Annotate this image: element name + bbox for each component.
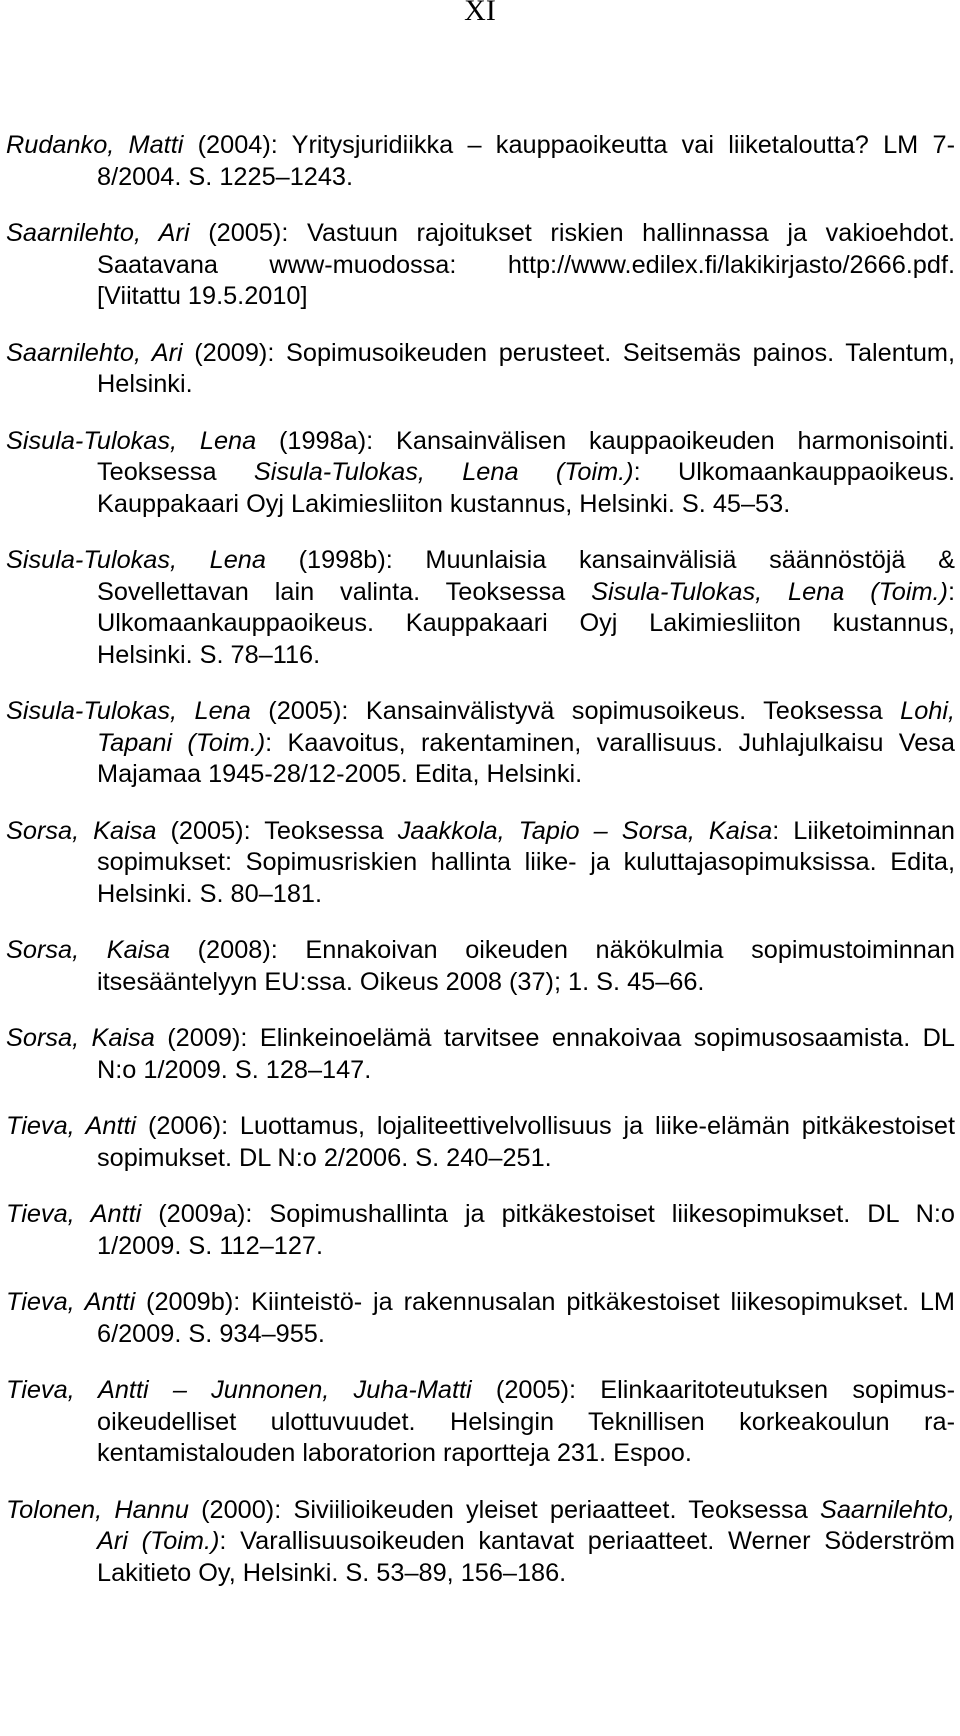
reference-entry <box>6 1199 955 1262</box>
reference-text: (2009): Sopimusoikeuden perusteet. Seitsemäs painos. Talentum, Helsinki. <box>97 338 955 398</box>
reference-author: Sorsa, Kaisa <box>6 936 171 964</box>
reference-text: (2009a): Sopimushallinta ja pitkäkestoiset liikesopimukset. DL N:o 1/2009. S. 112–127. <box>97 1200 955 1260</box>
reference-text: (2005): Elinkaaritoteutuksen sopimusoikeudelliset ulottuvuudet. Helsingin Teknillisen korkeakoulun rakentamistalouden laboratorion raportteja 231. Espoo. <box>97 1376 955 1467</box>
reference-author: Tieva, Antti <box>6 1112 137 1140</box>
reference-text: (2004): Yritysjuridiikka – kauppaoikeutta vai liiketaloutta? LM 7-8/2004. S. 1225–1243. <box>97 131 956 191</box>
reference-entry <box>6 218 955 313</box>
reference-text: (2005): Teoksessa <box>156 816 398 845</box>
reference-entry <box>6 338 955 401</box>
reference-entry <box>6 1023 955 1086</box>
reference-text: (2006): Luottamus, lojaliteettivelvollisuus ja liike-elämän pitkäkestoiset sopimukset. DL N:o 2/2006. S. 240–251. <box>97 1112 955 1172</box>
reference-text: (2005): Kansainvälistyvä sopimusoikeus. Teoksessa <box>250 697 901 725</box>
reference-author: Tolonen, Hannu <box>6 1495 189 1524</box>
reference-text: (2005): Vastuun rajoitukset riskien hallinnassa ja vakioehdot. Saatavana www-muodossa: http://www.edilex.fi/lakikirjasto/2666.pdf. [Viitattu 19.5.2010] <box>97 219 956 310</box>
reference-text: : Varallisuusoikeuden kantavat periaatteet. Werner Söderström Lakitieto Oy, Helsinki. S. 53–89, 156–186. <box>97 1527 955 1587</box>
reference-author: Tieva, Antti – Junnonen, Juha-Matti <box>6 1376 472 1404</box>
reference-entry <box>6 545 955 671</box>
reference-text: : Ulkomaankauppaoikeus. Kauppakaari Oyj Lakimiesliiton kustannus, Helsinki. S. 45–53. <box>97 458 956 518</box>
reference-text: : Liiketoiminnan sopimukset: Sopimusriskien hallinta liike- ja kuluttajasopimuksissa. Edita, Helsinki. S. 80–181. <box>97 816 955 908</box>
reference-text: : Kaavoitus, rakentaminen, varallisuus. Juhlajulkaisu Vesa Majamaa 1945-28/12-2005. Edita, Helsinki. <box>97 728 956 788</box>
reference-text: (2009b): Kiinteistö- ja rakennusalan pitkäkestoiset liikesopimukset. LM 6/2009. S. 934–955. <box>97 1288 955 1348</box>
reference-entry <box>6 935 955 998</box>
page-number: XI <box>464 0 496 27</box>
reference-text: (1998b): Muunlaisia kansainvälisiä säännöstöjä & Sovellettavan lain valinta. Teoksessa <box>97 546 955 606</box>
reference-author: Lohi, Tapani (Toim.) <box>97 697 956 757</box>
reference-entry <box>6 1287 955 1350</box>
reference-entry <box>6 696 955 791</box>
reference-author: Tieva, Antti <box>6 1288 136 1316</box>
reference-text: : Ulkomaankauppaoikeus. Kauppakaari Oyj Lakimiesliiton kustannus, Helsinki. S. 78–116. <box>97 577 955 669</box>
reference-entry <box>6 130 955 193</box>
reference-author: Jaakkola, Tapio – Sorsa, Kaisa <box>397 816 773 845</box>
reference-author: Tieva, Antti <box>6 1200 142 1228</box>
reference-author: Sisula-Tulokas, Lena <box>6 426 257 455</box>
reference-entry <box>6 1111 955 1174</box>
reference-text: (2008): Ennakoivan oikeuden näkökulmia sopimustoiminnan itsesääntelyyn EU:ssa. Oikeus 2008 (37); 1. S. 45–66. <box>97 936 955 996</box>
reference-author: Sisula-Tulokas, Lena <box>6 546 266 574</box>
reference-list <box>6 130 955 1589</box>
reference-author: Sisula-Tulokas, Lena (Toim.) <box>253 458 634 486</box>
reference-author: Sisula-Tulokas, Lena <box>6 697 251 725</box>
reference-text: (2000): Siviilioikeuden yleiset periaatteet. Teoksessa <box>188 1495 820 1524</box>
reference-author: Rudanko, Matti <box>6 131 184 159</box>
reference-text: (1998a): Kansainvälisen kauppaoikeuden harmonisointi. Teoksessa <box>97 426 955 486</box>
reference-author: Sorsa, Kaisa <box>6 1024 155 1052</box>
reference-author: Saarnilehto, Ari <box>6 338 183 367</box>
reference-author: Sisula-Tulokas, Lena (Toim.) <box>591 577 948 606</box>
reference-entry <box>6 1375 955 1470</box>
reference-entry <box>6 816 955 911</box>
reference-author: Sorsa, Kaisa <box>6 816 157 845</box>
reference-author: Saarnilehto, Ari (Toim.) <box>97 1495 955 1555</box>
reference-entry <box>6 426 955 521</box>
reference-author: Saarnilehto, Ari <box>6 219 190 247</box>
reference-entry <box>6 1495 955 1590</box>
reference-text: (2009): Elinkeinoelämä tarvitsee ennakoivaa sopimusosaamista. DL N:o 1/2009. S. 128–147. <box>97 1024 955 1084</box>
